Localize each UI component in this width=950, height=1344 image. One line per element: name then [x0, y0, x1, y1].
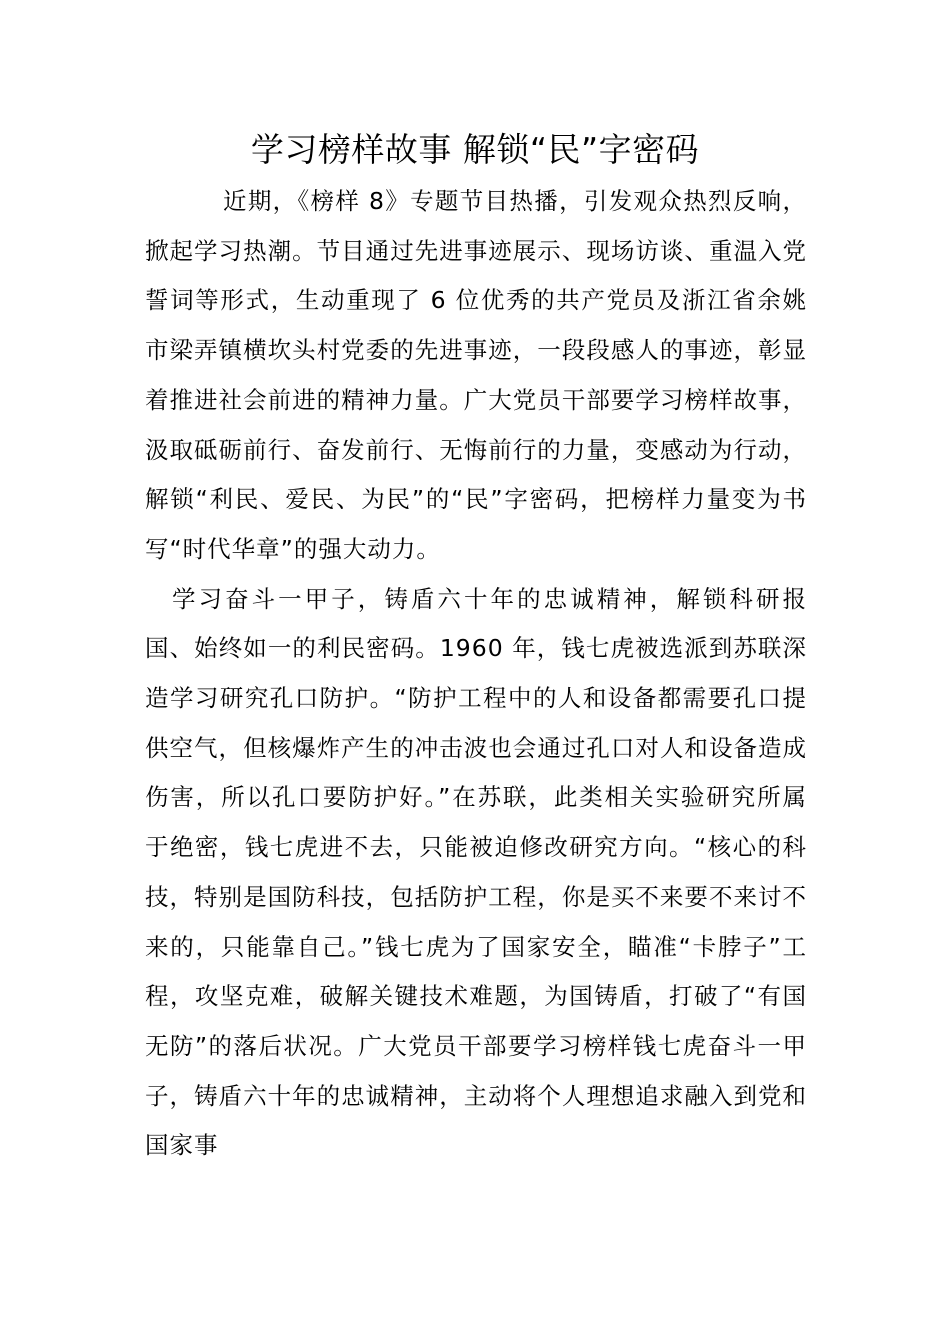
document-body: [145, 177, 807, 1171]
paragraph-intro: 近期，《榜样 8》专题节目热播，引发观众热烈反响，掀起学习热潮。节目通过先进事迹展示、现场访谈、重温入党誓词等形式，生动重现了 6 位优秀的共产党员及浙江省余姚市梁弄镇横坎头村党委的先进事迹，一段段感人的事迹，彰显着推进社会前进的精神力量。广大党员干部要学习榜样故事，汲取砥砺前行、奋发前行、无悔前行的力量，变感动为行动，解锁“利民、爱民、为民”的“民”字密码，把榜样力量变为书写“时代华章”的强大动力。: [145, 187, 807, 563]
paragraph-qian-qihu: 学习奋斗一甲子，铸盾六十年的忠诚精神，解锁科研报国、始终如一的利民密码。1960 年，钱七虎被选派到苏联深造学习研究孔口防护。“防护工程中的人和设备都需要孔口提供空气，但核爆炸产生的冲击波也会通过孔口对人和设备造成伤害，所以孔口要防护好。”在苏联，此类相关实验研究所属于绝密，钱七虎进不去，只能被迫修改研究方向。“核心的科技，特别是国防科技，包括防护工程，你是买不来要不来讨不来的，只能靠自己。”钱七虎为了国家安全，瞄准“卡脖子”工程，攻坚克难，破解关键技术难题，为国铸盾，打破了“有国无防”的落后状况。广大党员干部要学习榜样钱七虎奋斗一甲子，铸盾六十年的忠诚精神，主动将个人理想追求融入到党和国家事: [145, 584, 807, 1160]
document-title: 学习榜样故事 解锁“民”字密码: [250, 130, 700, 169]
